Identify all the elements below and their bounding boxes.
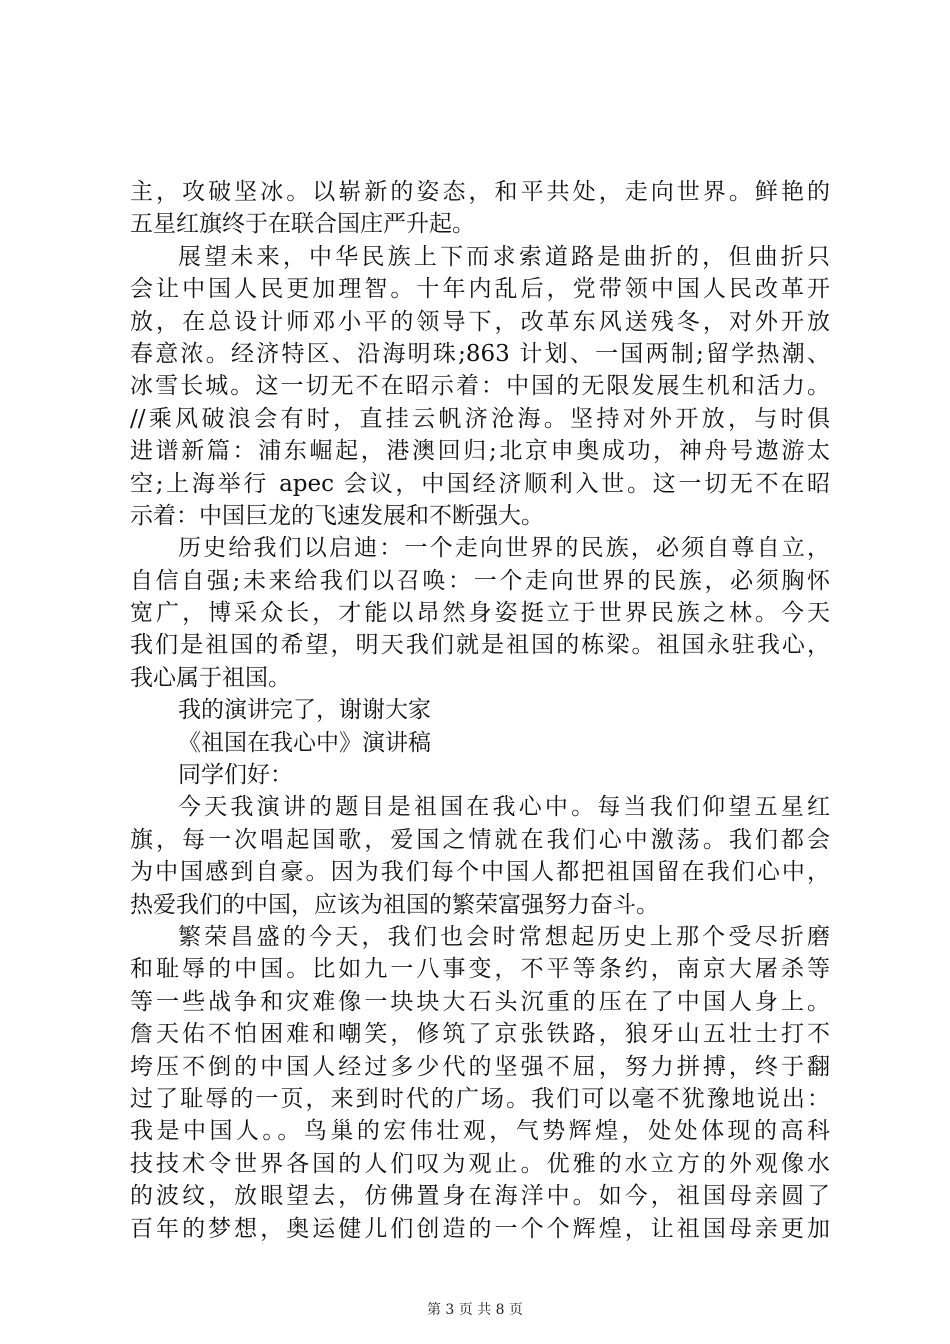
text-line: 我是中国人。。鸟巢的宏伟壮观，气势辉煌，处处体现的高科 bbox=[130, 1118, 830, 1145]
text-line: 热爱我们的中国，应该为祖国的繁荣富强努力奋斗。 bbox=[130, 891, 659, 918]
text-line: 会让中国人民更加理智。十年内乱后，党带领中国人民改革开 bbox=[130, 276, 830, 303]
text-line: 主，攻破坚冰。以崭新的姿态，和平共处，走向世界。鲜艳的 bbox=[130, 179, 830, 205]
text-line: 放，在总设计师邓小平的领导下，改革东风送残冬，对外开放 bbox=[130, 308, 830, 335]
speech-title: 《祖国在我心中》演讲稿 bbox=[178, 729, 431, 756]
text-line: 空;上海举行 apec 会议，中国经济顺利入世。这一切无不在昭 bbox=[130, 470, 830, 497]
text-line: 冰雪长城。这一切无不在昭示着：中国的无限发展生机和活力。 bbox=[130, 373, 830, 400]
greeting-line: 同学们好： bbox=[178, 762, 293, 789]
paragraph-start-line: 繁荣昌盛的今天，我们也会时常想起历史上那个受尽折磨 bbox=[178, 923, 830, 950]
text-line: 为中国感到自豪。因为我们每个中国人都把祖国留在我们心中， bbox=[130, 859, 830, 886]
text-line: 宽广，博采众长，才能以昂然身姿挺立于世界民族之林。今天 bbox=[130, 600, 830, 627]
text-line: 詹天佑不怕困难和嘲笑，修筑了京张铁路，狼牙山五壮士打不 bbox=[130, 1021, 830, 1048]
text-line: 等一些战争和灾难像一块块大石头沉重的压在了中国人身上。 bbox=[130, 988, 830, 1015]
text-line: 春意浓。经济特区、沿海明珠;863 计划、一国两制;留学热潮、 bbox=[130, 340, 830, 367]
text-line: 自信自强;未来给我们以召唤：一个走向世界的民族，必须胸怀 bbox=[130, 567, 830, 594]
text-line: 百年的梦想，奥运健儿们创造的一个个辉煌，让祖国母亲更加 bbox=[130, 1215, 830, 1242]
text-line: 垮压不倒的中国人经过多少代的坚强不屈，努力拼搏，终于翻 bbox=[130, 1053, 830, 1080]
document-body bbox=[130, 176, 830, 1245]
paragraph-start-line: 今天我演讲的题目是祖国在我心中。每当我们仰望五星红 bbox=[178, 794, 830, 821]
text-line: 旗，每一次唱起国歌，爱国之情就在我们心中激荡。我们都会 bbox=[130, 826, 830, 853]
text-line: //乘风破浪会有时，直挂云帆济沧海。坚持对外开放，与时俱 bbox=[130, 405, 830, 432]
text-line: 过了耻辱的一页，来到时代的广场。我们可以毫不犹豫地说出： bbox=[130, 1085, 830, 1112]
text-line: 我心属于祖国。 bbox=[130, 664, 291, 691]
text-line: 技技术令世界各国的人们叹为观止。优雅的水立方的外观像水 bbox=[130, 1150, 830, 1177]
text-line: 和耻辱的中国。比如九一八事变，不平等条约，南京大屠杀等 bbox=[130, 956, 830, 983]
text-line: 五星红旗终于在联合国庄严升起。 bbox=[130, 211, 475, 238]
closing-line: 我的演讲完了，谢谢大家 bbox=[178, 697, 431, 724]
text-line: 我们是祖国的希望，明天我们就是祖国的栋梁。祖国永驻我心， bbox=[130, 632, 830, 659]
page-number-footer: 第 3 页 共 8 页 bbox=[426, 1302, 524, 1318]
text-line: 的波纹，放眼望去，仿佛置身在海洋中。如今，祖国母亲圆了 bbox=[130, 1183, 830, 1210]
text-line: 进谱新篇：浦东崛起，港澳回归;北京申奥成功，神舟号遨游太 bbox=[130, 438, 830, 465]
paragraph-start-line: 展望未来，中华民族上下而求索道路是曲折的，但曲折只 bbox=[178, 243, 830, 270]
paragraph-start-line: 历史给我们以启迪：一个走向世界的民族，必须自尊自立， bbox=[178, 535, 830, 562]
text-line: 示着：中国巨龙的飞速发展和不断强大。 bbox=[130, 502, 544, 529]
